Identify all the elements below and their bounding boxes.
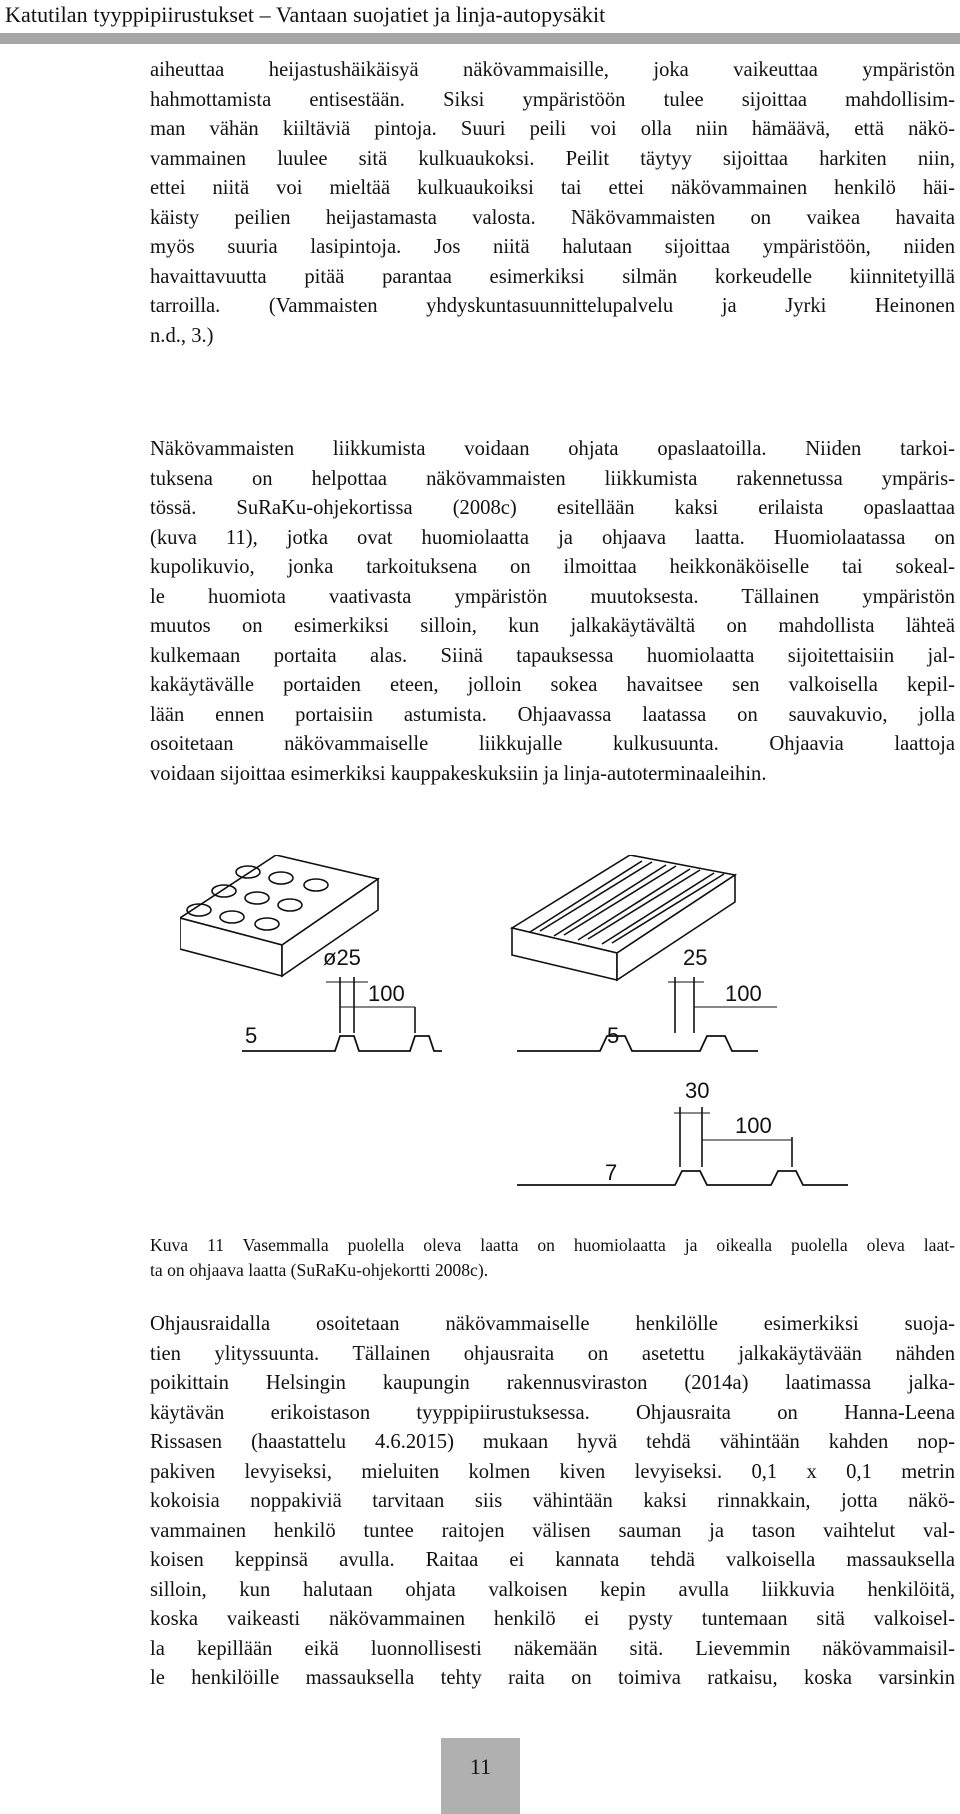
page-number-box bbox=[441, 1738, 520, 1814]
page-header bbox=[0, 0, 960, 40]
warning-tile-drawing bbox=[180, 855, 442, 1051]
text-line: vammainen luulee sitä kulkuaukoksi. Peilit täytyy sijoittaa harkiten niin, bbox=[150, 147, 955, 170]
text-line: Ohjausraidalla osoitetaan näkövammaiselle henkilölle esimerkiksi suoja- bbox=[150, 1313, 955, 1335]
text-line: tien ylityssuunta. Tällainen ohjausraita on asetettu jalkakäytävään nähden bbox=[150, 1342, 955, 1365]
text-line: pakiven levyiseksi, mieluiten kolmen kiven levyiseksi. 0,1 x 0,1 metrin bbox=[150, 1460, 955, 1483]
figure-caption bbox=[150, 1233, 955, 1283]
text-line: kakäytävälle portaiden eteen, jolloin sokea havaitsee sen valkoisella kepil- bbox=[150, 674, 955, 696]
text-line: poikittain Helsingin kaupungin rakennusviraston (2014a) laatimassa jalka- bbox=[150, 1372, 955, 1394]
text-line: silloin, kun halutaan ohjata valkoisen kepin avulla liikkuvia henkilöitä, bbox=[150, 1578, 955, 1601]
dome-height-label: 5 bbox=[245, 1023, 258, 1048]
text-line: kulkemaan portaita alas. Siinä tapauksessa huomiolaatta sijoitettaisiin jal- bbox=[150, 644, 955, 667]
bar-width-label: 25 bbox=[683, 945, 708, 970]
text-line: le henkilöille massauksella tehty raita on toimiva ratkaisu, koska varsinkin bbox=[150, 1667, 955, 1689]
text-line: myös suuria lasipintoja. Jos niitä halutaan sijoittaa ympäristöön, niiden bbox=[150, 236, 955, 258]
dome-spacing-label: 100 bbox=[368, 981, 405, 1006]
guiding-tile-drawing bbox=[512, 855, 777, 1051]
paragraph-3 bbox=[150, 1310, 955, 1694]
caption-line: Kuva 11 Vasemmalla puolella oleva laatta on huomiolaatta ja oikealla puolella oleva laat- bbox=[150, 1235, 955, 1255]
caption-line: ta on ohjaava laatta (SuRaKu-ohjekortti 2008c). bbox=[150, 1260, 489, 1280]
text-line: tössä. SuRaKu-ohjekortissa (2008c) esitellään kaksi erilaista opaslaattaa bbox=[150, 497, 955, 519]
text-line: Näkövammaisten liikkumista voidaan ohjata opaslaatoilla. Niiden tarkoi- bbox=[150, 438, 955, 460]
page-number: 11 bbox=[469, 1754, 492, 1779]
strip-height-label: 7 bbox=[605, 1160, 618, 1185]
text-line: aiheuttaa heijastushäikäisyä näkövammaisille, joka vaikeuttaa ympäristön bbox=[150, 59, 955, 81]
text-line: koisen keppinsä avulla. Raitaa ei kannata tehdä valkoisella massauksella bbox=[150, 1549, 955, 1571]
paragraph-1 bbox=[150, 56, 955, 351]
text-line: käisty peilien heijastamasta valosta. Näkövammaisten on vaikea havaita bbox=[150, 206, 955, 229]
paragraph-2 bbox=[150, 435, 955, 789]
tactile-paving-figure bbox=[180, 855, 940, 1265]
strip-spacing-label: 100 bbox=[735, 1113, 772, 1138]
text-line: tarroilla. (Vammaisten yhdyskuntasuunnittelupalvelu ja Jyrki Heinonen bbox=[150, 295, 955, 317]
header-rule bbox=[0, 33, 960, 44]
text-line: havaittavuutta pitää parantaa esimerkiksi silmän korkeudelle kiinnitetyillä bbox=[150, 265, 955, 288]
document-title: Katutilan tyyppipiirustukset – Vantaan suojatiet ja linja-autopysäkit bbox=[5, 2, 606, 27]
text-line: koska vaikeasti näkövammainen henkilö ei pysty tuntemaan sitä valkoisel- bbox=[150, 1608, 955, 1630]
text-line: käytävän erikoistason tyyppipiirustuksessa. Ohjausraita on Hanna-Leena bbox=[150, 1401, 955, 1424]
bar-height-label: 5 bbox=[607, 1023, 620, 1048]
text-line: la kepillään eikä luonnollisesti näkemään sitä. Lievemmin näkövammaisil- bbox=[150, 1637, 955, 1660]
text-line: osoitetaan näkövammaiselle liikkujalle kulkusuunta. Ohjaavia laattoja bbox=[150, 733, 955, 755]
text-line: man vähän kiiltäviä pintoja. Suuri peili voi olla niin hämäävä, että näkö- bbox=[150, 118, 955, 140]
text-line: ettei niitä voi mieltää kulkuaukoiksi tai ettei näkövammainen henkilö häi- bbox=[150, 177, 955, 199]
guiding-strip-profile bbox=[517, 1107, 848, 1185]
bar-spacing-label: 100 bbox=[725, 981, 762, 1006]
strip-width-label: 30 bbox=[685, 1078, 710, 1103]
text-line: n.d., 3.) bbox=[150, 324, 214, 347]
text-line: le huomiota vaativasta ympäristön muutoksesta. Tällainen ympäristön bbox=[150, 585, 955, 608]
text-line: voidaan sijoittaa esimerkiksi kauppakeskuksiin ja linja-autoterminaaleihin. bbox=[150, 762, 767, 785]
text-line: muutos on esimerkiksi silloin, kun jalkakäytävältä on mahdollista lähteä bbox=[150, 615, 955, 637]
text-line: (kuva 11), jotka ovat huomiolaatta ja ohjaava laatta. Huomiolaatassa on bbox=[150, 526, 955, 549]
text-line: vammainen henkilö tuntee raitojen välisen sauman ja tason vaihtelut val- bbox=[150, 1519, 955, 1542]
dome-diameter-label: ø25 bbox=[323, 945, 361, 970]
text-line: kokoisia noppakiviä tarvitaan siis vähintään kaksi rinnakkain, jotta näkö- bbox=[150, 1490, 955, 1512]
text-line: hahmottamista entisestään. Siksi ympäristöön tulee sijoittaa mahdollisim- bbox=[150, 88, 955, 111]
text-line: kupolikuvio, jonka tarkoituksena on ilmoittaa heikkonäköiselle tai sokeal- bbox=[150, 556, 955, 578]
text-line: tuksena on helpottaa näkövammaisten liikkumista rakennetussa ympäris- bbox=[150, 467, 955, 490]
text-line: lään ennen portaisiin astumista. Ohjaavassa laatassa on sauvakuvio, jolla bbox=[150, 703, 955, 726]
text-line: Rissasen (haastattelu 4.6.2015) mukaan hyvä tehdä vähintään kahden nop- bbox=[150, 1431, 955, 1453]
